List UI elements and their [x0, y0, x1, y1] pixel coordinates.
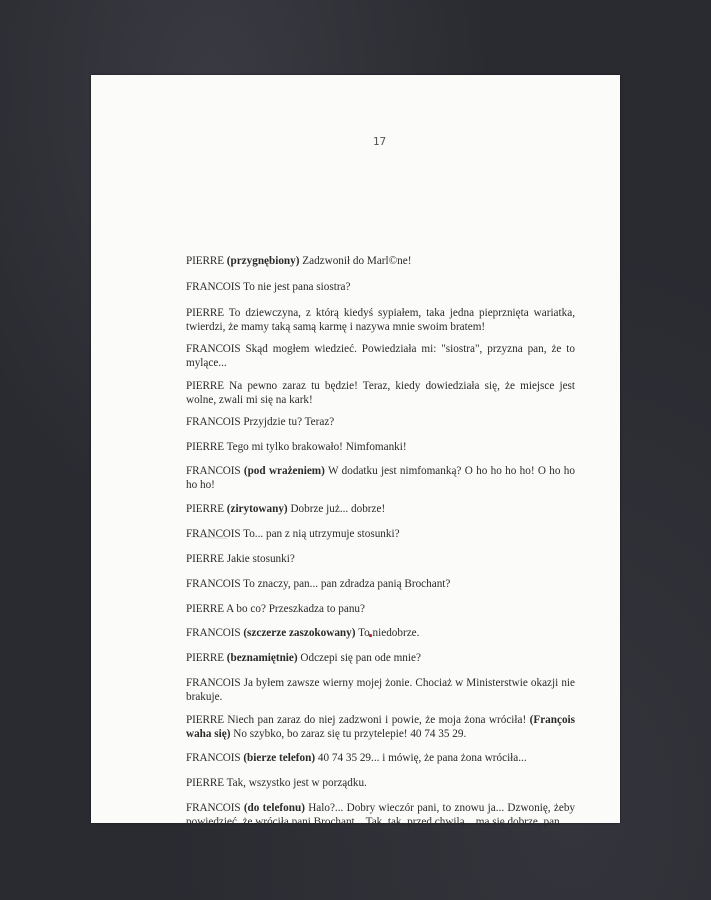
- dialogue-line: [186, 343, 575, 370]
- dialogue-text-span: To dziewczyna, z którą kiedyś sypiałem, taka jedna pieprznięta wariatka, twierdzi, że mamy taką samą karmę i nazywa mnie swoim bratem!: [186, 307, 575, 333]
- dialogue-text-span: Zadzwonił do Marl©ne!: [302, 255, 412, 267]
- dialogue-line: [186, 255, 575, 269]
- dialogue-line: [186, 652, 575, 666]
- speaker-name: PIERRE: [186, 603, 224, 615]
- speaker-name: FRANCOIS: [186, 752, 241, 764]
- dialogue-line: [186, 416, 575, 430]
- dialogue-text-span: To... pan z nią utrzymuje stosunki?: [243, 528, 400, 540]
- dialogue-text-span: Ja byłem zawsze wierny mojej żonie. Chociaż w Ministerstwie okazji nie brakuje.: [186, 677, 575, 703]
- stage-direction: (przygnębiony): [226, 255, 300, 267]
- stage-direction: (szczerze zaszokowany): [243, 627, 356, 639]
- speaker-name: PIERRE: [186, 652, 224, 664]
- speaker-name: PIERRE: [186, 553, 224, 565]
- stage-direction: (do telefonu): [243, 802, 305, 814]
- speaker-name: PIERRE: [186, 714, 224, 726]
- speaker-name: FRANCOIS: [186, 416, 241, 428]
- speaker-name: FRANCOIS: [186, 281, 241, 293]
- stage-direction: (bierze telefon): [243, 752, 316, 764]
- speaker-name: PIERRE: [186, 503, 224, 515]
- dialogue-line: [186, 553, 575, 567]
- dialogue-line: [186, 380, 575, 407]
- speaker-name: FRANCOIS: [186, 528, 241, 540]
- dialogue-line: [186, 714, 575, 741]
- dialogue-line: [186, 465, 575, 492]
- dialogue-text-span: Na pewno zaraz tu będzie! Teraz, kiedy dowiedziała się, że miejsce jest wolne, zwali mi się na kark!: [186, 380, 575, 406]
- dialogue-line: [186, 503, 575, 517]
- stage-direction: (pod wrażeniem): [243, 465, 325, 477]
- dialogue-line: [186, 441, 575, 455]
- speaker-name: FRANCOIS: [186, 465, 241, 477]
- dialogue-line: [186, 603, 575, 617]
- speaker-name: PIERRE: [186, 777, 224, 789]
- dialogue-text-span: To niedobrze.: [358, 627, 420, 639]
- dialogue-text-span: Przyjdzie tu? Teraz?: [243, 416, 335, 428]
- stage-direction: (zirytowany): [226, 503, 288, 515]
- dialogue-text-span: A bo co? Przeszkadza to panu?: [226, 603, 365, 615]
- dialogue-text-span: Halo?... Dobry wieczór pani, to znowu ja... Dzwonię, żeby powiedzieć, że wróciła pani Brochant... Tak, tak, przed chwilą... ma się dobrze, pan: [186, 802, 576, 828]
- dialogue-line: [186, 528, 575, 542]
- dialogue-line: [186, 281, 575, 295]
- dialogue-line: [186, 777, 575, 791]
- dialogue-text-span: Dobrze już... dobrze!: [290, 503, 386, 515]
- dialogue-line: [186, 627, 575, 641]
- dialogue-line: [186, 752, 575, 766]
- speaker-name: PIERRE: [186, 255, 224, 267]
- stage-direction: (François waha się): [186, 714, 576, 740]
- speaker-name: FRANCOIS: [186, 343, 241, 355]
- dialogue-line: [186, 307, 575, 334]
- speaker-name: PIERRE: [186, 380, 224, 392]
- speaker-name: FRANCOIS: [186, 627, 241, 639]
- dialogue-line: [186, 677, 575, 704]
- dialogue-text-span: W dodatku jest nimfomanką? O ho ho ho ho! O ho ho ho ho!: [186, 465, 575, 491]
- dialogue-text-span: To znaczy, pan... pan zdradza panią Brochant?: [243, 578, 451, 590]
- dialogue-text-span: Skąd mogłem wiedzieć. Powiedziała mi: "siostra", przyzna pan, że to mylące...: [186, 343, 576, 369]
- speaker-name: PIERRE: [186, 307, 224, 319]
- document-page: [91, 75, 620, 828]
- dialogue-text-span: Jakie stosunki?: [226, 553, 295, 565]
- speaker-name: FRANCOIS: [186, 677, 241, 689]
- dialogue-text-span: 40 74 35 29... i mówię, że pana żona wróciła...: [317, 752, 527, 764]
- speaker-name: PIERRE: [186, 441, 224, 453]
- speaker-name: FRANCOIS: [186, 578, 241, 590]
- dialogue-text-span: No szybko, bo zaraz się tu przytelepie! 40 74 35 29.: [233, 727, 467, 740]
- dialogue-text-span: Niech pan zaraz do niej zadzwoni i powie, że moja żona wróciła!: [227, 714, 527, 726]
- stage-direction: (beznamiętnie): [226, 652, 298, 664]
- dialogue-text-span: Tak, wszystko jest w porządku.: [226, 777, 367, 789]
- dialogue-line: [186, 578, 575, 592]
- dialogue-line: [186, 802, 575, 829]
- page-number: 17: [372, 135, 387, 148]
- dialogue-text-span: Odczepi się pan ode mnie?: [300, 652, 421, 664]
- dialogue-text-span: Tego mi tylko brakowało! Nimfomanki!: [226, 441, 407, 453]
- speaker-name: FRANCOIS: [186, 802, 241, 814]
- dialogue-text-span: To nie jest pana siostra?: [243, 281, 351, 293]
